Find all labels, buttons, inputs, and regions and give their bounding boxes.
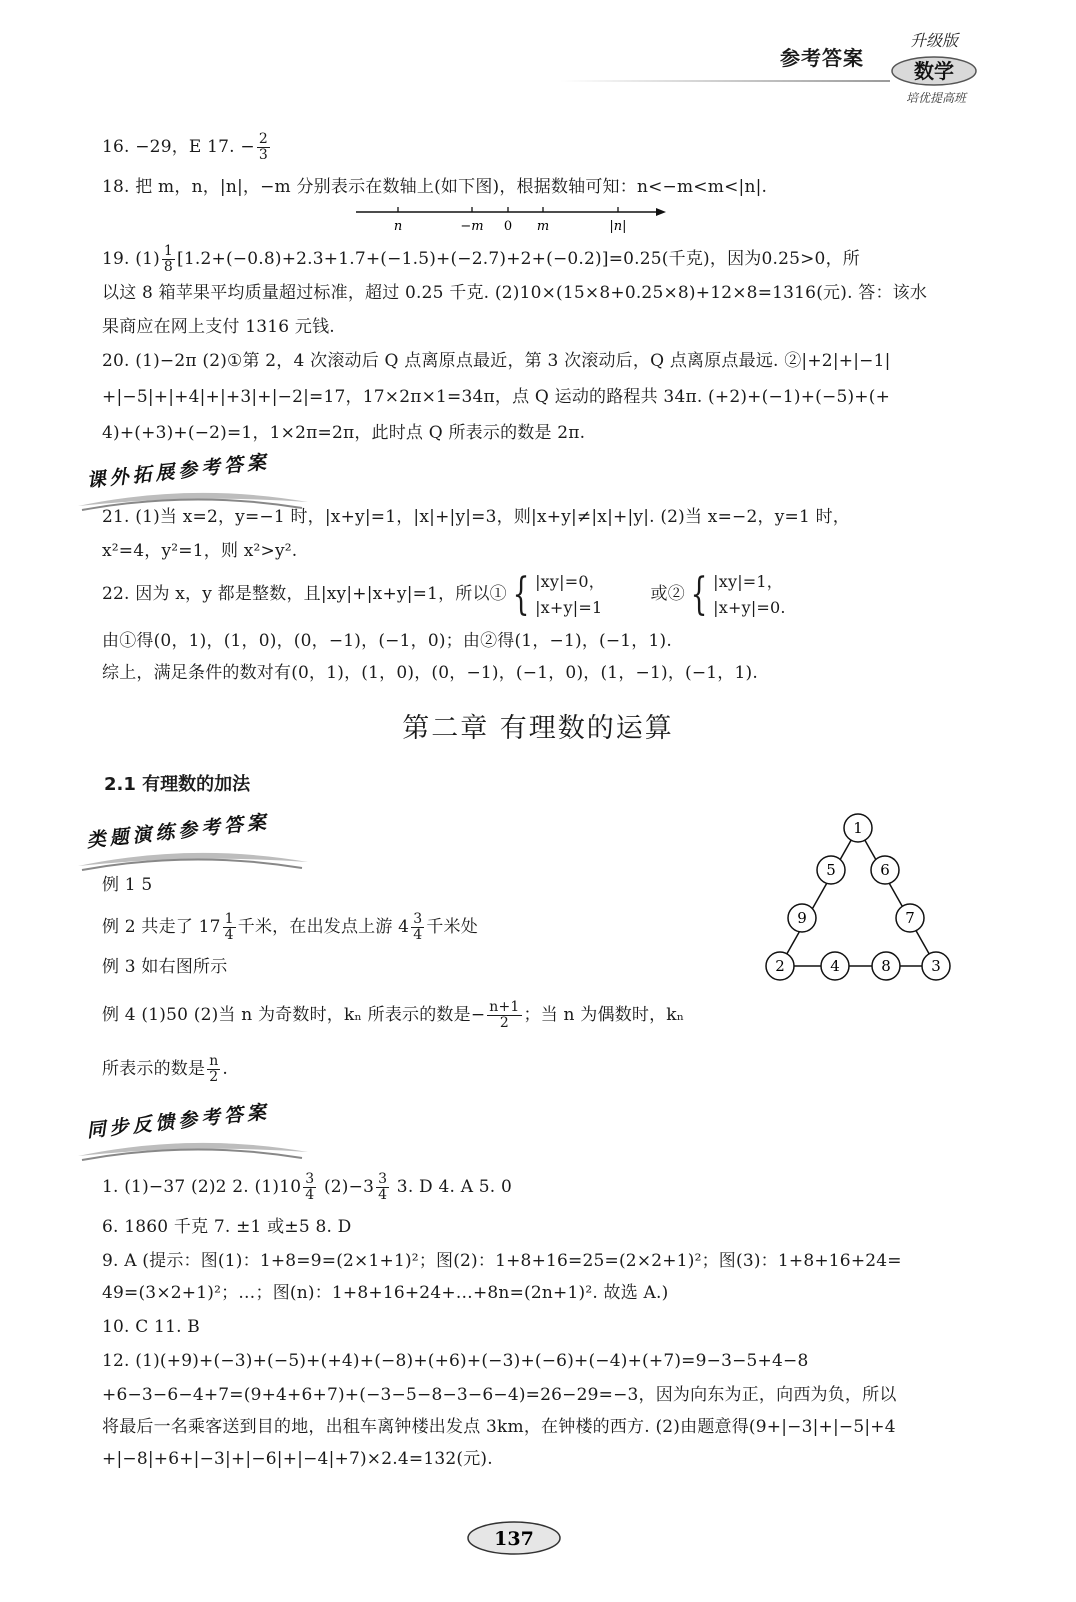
q22-line3: 综上，满足条件的数对有(0，1)，(1，0)，(0，−1)，(−1，0)，(1，−1)，(−1，1). xyxy=(102,663,758,683)
feedback-line8: 将最后一名乘客送到目的地，出租车离钟楼出发点 3km，在钟楼的西方. (2)由题意得(9+|−3|+|−5|+4 xyxy=(102,1417,896,1437)
triangle-diagram xyxy=(760,808,960,988)
banner-feedback: 同步反馈参考答案 xyxy=(72,1112,312,1166)
node-9: 9 xyxy=(797,909,807,927)
chapter-title: 第二章 有理数的运算 xyxy=(402,713,674,744)
feedback-line9: +|−8|+6+|−3|+|−6|+|−4|+7)×2.4=132(元). xyxy=(102,1449,493,1469)
node-1: 1 xyxy=(853,819,863,837)
q18-text: 18. 把 m，n，|n|，−m 分别表示在数轴上(如下图)，根据数轴可知：n<−m<m<|n|. xyxy=(102,177,768,197)
subsection-title: 2.1 有理数的加法 xyxy=(104,774,251,795)
example-4-line1: 例 4 (1)50 (2)当 n 为奇数时，kₙ 所表示的数是− $\frac{n+1}{2}$ ；当 n 为偶数时，kₙ xyxy=(102,999,685,1031)
q22-line1: 22. 因为 x，y 都是整数，且|xy|+|x+y|=1，所以① { |xy|=0， |x+y|=1 或② { |xy|=1， |x+y|=0. xyxy=(102,568,786,620)
feedback-line4: 49=(3×2+1)²；…；图(n)：1+8+16+24+…+8n=(2n+1)². 故选 A.) xyxy=(102,1283,669,1303)
q16-17 xyxy=(102,132,272,163)
q17-fraction: $\frac{2}{3}$ xyxy=(258,131,268,163)
header-title: 参考答案 xyxy=(780,46,864,70)
q20-line1: 20. (1)−2π (2)①第 2，4 次滚动后 Q 点离原点最近，第 3 次滚动后，Q 点离原点最远. ②|+2|+|−1| xyxy=(102,351,891,371)
q19-fraction: $\frac{1}{8}$ xyxy=(163,243,174,275)
q19-line3: 果商应在网上支付 1316 元钱. xyxy=(102,317,335,337)
page-number xyxy=(464,1516,564,1560)
axis-label-m: m xyxy=(536,219,550,234)
feedback-line2: 6. 1860 千克 7. ±1 或±5 8. D xyxy=(102,1217,352,1237)
feedback-line6: 12. (1)(+9)+(−3)+(−5)+(+4)+(−8)+(+6)+(−3)+(−6)+(−4)+(+7)=9−3−5+4−8 xyxy=(102,1351,809,1371)
axis-label-n: n xyxy=(393,219,403,234)
grade-badge xyxy=(884,24,984,114)
feedback-line3: 9. A (提示：图(1)：1+8=9=(2×1+1)²；图(2)：1+8+16=25=(2×2+1)²；图(3)：1+8+16+24= xyxy=(102,1251,902,1271)
node-6: 6 xyxy=(880,861,890,879)
banner-practice: 类题演练参考答案 xyxy=(72,822,312,876)
q19-line2: 以这 8 箱苹果平均质量超过标准，超过 0.25 千克. (2)10×(15×8+0.25×8)+12×8=1316(元). 答：该水 xyxy=(102,283,928,303)
badge-main: 数学 xyxy=(914,59,954,83)
number-line xyxy=(350,198,670,238)
q20-line3: 4)+(+3)+(−2)=1，1×2π=2π，此时点 Q 所表示的数是 2π. xyxy=(102,423,586,443)
node-5: 5 xyxy=(826,861,836,879)
node-2: 2 xyxy=(775,957,785,975)
axis-label-abs-n: |n| xyxy=(609,219,627,234)
q20-line2: +|−5|+|+4|+|+3|+|−2|=17，17×2π×1=34π，点 Q 运动的路程共 34π. (+2)+(−1)+(−5)+(+ xyxy=(102,387,891,407)
node-7: 7 xyxy=(905,909,915,927)
q19-line1: 19. (1) $\frac{1}{8}$ [1.2+(−0.8)+2.3+1.7+(−1.5)+(−2.7)+2+(−0.2)]=0.25(千克)，因为0.25>0，所 xyxy=(102,243,860,275)
node-3: 3 xyxy=(931,957,941,975)
badge-top: 升级版 xyxy=(909,31,959,50)
feedback-line7: +6−3−6−4+7=(9+4+6+7)+(−3−5−8−3−6−4)=26−29=−3，因为向东为正，向西为负，所以 xyxy=(102,1385,897,1405)
example-4-line2: 所表示的数是 $\frac{n}{2}$ . xyxy=(102,1053,229,1085)
page-number-text: 137 xyxy=(494,1528,534,1550)
example-3: 例 3 如右图所示 xyxy=(102,957,228,977)
q21-line2: x²=4，y²=1，则 x²>y². xyxy=(102,541,298,561)
badge-bottom: 培优提高班 xyxy=(905,91,967,105)
node-8: 8 xyxy=(881,957,891,975)
q16-17-text: 16. −29，E 17. − xyxy=(102,137,255,157)
header-rule xyxy=(560,80,890,82)
banner-extension: 课外拓展参考答案 xyxy=(72,462,312,516)
q21-line1: 21. (1)当 x=2，y=−1 时，|x+y|=1，|x|+|y|=3，则|x+y|≠|x|+|y|. (2)当 x=−2，y=1 时， xyxy=(102,507,850,527)
q22-line2: 由①得(0，1)，(1，0)，(0，−1)，(−1，0)；由②得(1，−1)，(−1，1). xyxy=(102,631,672,651)
example-2: 例 2 共走了 17 $\frac{1}{4}$ 千米，在出发点上游 4 $\frac{3}{4}$ 千米处 xyxy=(102,911,478,943)
example-1: 例 1 5 xyxy=(102,875,153,895)
node-4: 4 xyxy=(830,957,840,975)
feedback-line1: 1. (1)−37 (2)2 2. (1)10 $\frac{3}{4}$ (2)−3 $\frac{3}{4}$ 3. D 4. A 5. 0 xyxy=(102,1171,513,1203)
axis-label-neg-m: −m xyxy=(460,219,484,234)
feedback-line5: 10. C 11. B xyxy=(102,1317,200,1337)
axis-label-zero: 0 xyxy=(503,219,513,234)
